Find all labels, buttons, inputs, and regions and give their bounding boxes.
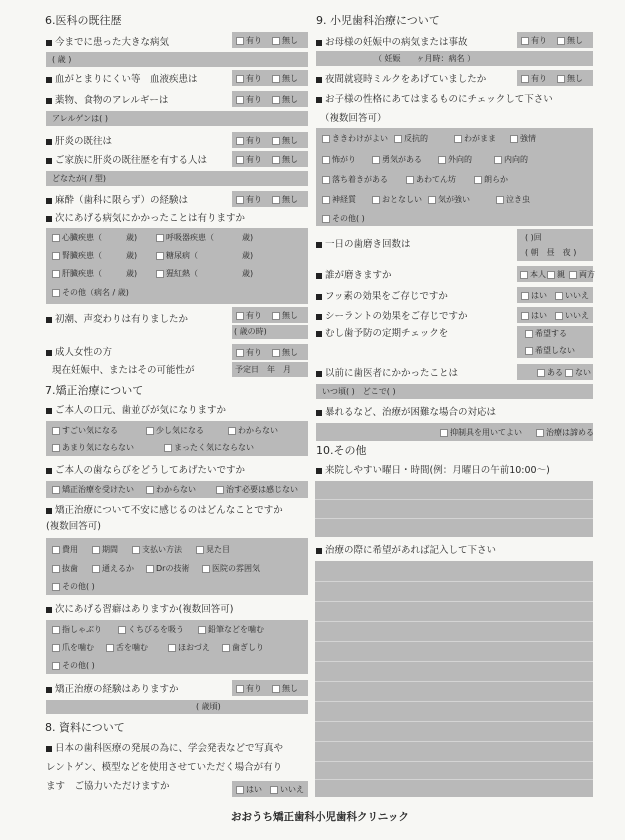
consent-line-2: レントゲン、模型などを使用させていただく場合が有り (46, 762, 283, 773)
q-fluoride: フッ素の効果をご存じですか (316, 291, 448, 303)
checkbox-respiratory[interactable]: 呼吸器疾患（ (156, 232, 214, 243)
checkbox-yes[interactable]: 有り (236, 73, 262, 84)
illness-age-note: ( 歳 ) (52, 55, 72, 64)
checkbox-strong-willed[interactable]: 気が強い (428, 194, 470, 205)
age-suffix: 歳) (242, 251, 254, 260)
checkbox-tongue-biting[interactable]: 舌を噛む (106, 642, 148, 653)
checkbox-no[interactable]: ない (565, 367, 591, 378)
brushing-count-field[interactable] (517, 229, 593, 261)
ortho-age-field[interactable] (46, 700, 308, 714)
q-allergy: 薬物、食物のアレルギーは (46, 95, 168, 107)
checkbox-yes[interactable]: はい (521, 290, 547, 301)
checkbox-hasty[interactable]: あわてん坊 (406, 174, 456, 185)
past-dentist-note: いつ頃( ) どこで( ) (322, 387, 396, 396)
clinic-footer: おおうち矯正歯科小児歯科クリニック (231, 811, 409, 823)
checkbox-thumb-sucking[interactable]: 指しゃぶり (52, 624, 102, 635)
checkbox-no[interactable]: 無し (272, 94, 298, 105)
checkbox-restraint-ok[interactable]: 抑制具を用いてよい (440, 427, 522, 438)
checkbox-no[interactable]: 無し (557, 73, 583, 84)
checkbox-anxiety-other[interactable]: その他( ) (52, 581, 95, 592)
yes-no-group (517, 32, 593, 48)
consent-options (232, 781, 308, 797)
checkbox-no[interactable]: 無し (272, 194, 298, 205)
section-6-title: 6.医科の既往歴 (45, 14, 122, 27)
habit-options (46, 620, 308, 674)
checkbox-no[interactable]: 無し (272, 73, 298, 84)
yes-no-group (232, 307, 308, 323)
q-past-dentist: 以前に歯医者にかかったことは (316, 368, 458, 380)
checkbox-lip-sucking[interactable]: くちびるを吸う (118, 624, 184, 635)
personality-options (316, 128, 593, 226)
checkbox-agree[interactable]: はい (236, 784, 262, 795)
checkbox-yes[interactable]: ある (537, 367, 563, 378)
pregnancy-line: 現在妊娠中、またはその可能性が (52, 365, 195, 376)
checkbox-liver[interactable]: 肝臓疾患（ (52, 268, 102, 279)
age-suffix: 歳) (126, 251, 138, 260)
checkbox-crybaby[interactable]: 泣き虫 (496, 194, 530, 205)
preferred-time-field[interactable] (315, 481, 593, 537)
checkbox-pencil-biting[interactable]: 鉛筆などを噛む (198, 624, 264, 635)
checkbox-quiet[interactable]: おとなしい (372, 194, 422, 205)
age-suffix: 歳) (126, 233, 138, 242)
checkbox-both[interactable]: 両方 (569, 269, 595, 280)
checkbox-want-checkup[interactable]: 希望する (525, 328, 567, 339)
yes-no-group (232, 151, 308, 167)
checkbox-stubborn[interactable]: 強情 (510, 133, 536, 144)
past-dentist-field[interactable] (316, 384, 593, 399)
age-suffix: 歳) (126, 269, 138, 278)
q-wish: ご本人の歯ならびをどうしてあげたいですか (46, 465, 245, 477)
checkbox-parent[interactable]: 親 (547, 269, 565, 280)
checkbox-no[interactable]: 無し (272, 154, 298, 165)
pregnancy-illness-field[interactable] (316, 51, 593, 66)
section-10-title: 10.その他 (316, 444, 367, 457)
q-anxiety: 矯正治療について不安に感じるのはどんなことですか (46, 505, 283, 517)
q-family-hepatitis: ご家族に肝炎の既往歴を有する人は (46, 155, 207, 167)
checkbox-yes[interactable]: 有り (236, 154, 262, 165)
checkbox-cheek-resting[interactable]: ほおづえ (168, 642, 210, 653)
checkbox-appearance[interactable]: 見た目 (196, 544, 230, 555)
q-night-milk: 夜間就寝時ミルクをあげていましたか (316, 74, 486, 86)
allergen-note: アレルゲンは( ) (52, 114, 108, 123)
q-major-illness: 今までに患った大きな病気 (46, 37, 169, 49)
yes-no-group (232, 132, 308, 148)
checkbox-fearful[interactable]: 怖がり (322, 154, 356, 165)
q-anxiety-sub: (複数回答可) (46, 521, 101, 532)
checkbox-yes[interactable]: 有り (236, 683, 262, 694)
checkbox-no[interactable]: 無し (557, 35, 583, 46)
q-preferred-time: 来院しやすい曜日・時間(例：月曜日の午前10:00～) (316, 465, 550, 477)
treatment-wishes-field[interactable] (315, 561, 593, 797)
yes-no-group (232, 32, 308, 48)
checkbox-calm[interactable]: 落ち着きがある (322, 174, 388, 185)
checkbox-dr-skill[interactable]: Drの技術 (146, 563, 189, 574)
checkbox-obedient[interactable]: ききわけがよい (322, 133, 388, 144)
checkbox-dont-know[interactable]: わからない (228, 425, 278, 436)
checkbox-no-need[interactable]: 治す必要は感じない (216, 484, 298, 495)
checkbox-yes[interactable]: 有り (236, 310, 262, 321)
checkbox-grinding[interactable]: 歯ぎしり (222, 642, 264, 653)
family-field[interactable] (46, 171, 308, 186)
checkbox-extrovert[interactable]: 外向的 (438, 154, 472, 165)
pregnancy-note: （ 妊娠 ヶ月時：病名 ） (374, 54, 476, 63)
checkbox-give-up[interactable]: 治療は諦める (536, 427, 594, 438)
yes-no-group (232, 191, 308, 207)
section-9-title: 9. 小児歯科治療について (316, 14, 440, 27)
checkbox-cheerful[interactable]: 朗らか (474, 174, 508, 185)
due-date-field[interactable] (232, 362, 308, 377)
checkbox-selfish[interactable]: わがまま (454, 133, 496, 144)
checkbox-not-much[interactable]: あまり気にならない (52, 442, 134, 453)
difficult-case-options (316, 423, 593, 441)
yes-no-group (232, 344, 308, 360)
q-concerned: ご本人の口元、歯並びが気になりますか (46, 405, 226, 417)
allergen-field[interactable] (46, 111, 308, 126)
checkbox-cost[interactable]: 費用 (52, 544, 78, 555)
ortho-age-note: ( 歳頃) (196, 702, 221, 711)
q-checkup: むし歯予防の定期チェックを (316, 328, 448, 340)
checkbox-self[interactable]: 本人 (520, 269, 546, 280)
q-blood-disease: 血がとまりにくい等 血液疾患は (46, 74, 198, 86)
checkbox-scarlet-fever[interactable]: 猩紅熱（ (156, 268, 198, 279)
section-7-title: 7.矯正治療について (45, 384, 144, 397)
wish-options (46, 481, 308, 498)
checkbox-diabetes[interactable]: 糖尿病（ (156, 250, 198, 261)
checkup-options (517, 326, 593, 358)
checkbox-payment[interactable]: 支払い方法 (132, 544, 182, 555)
checkbox-yes[interactable]: 有り (521, 35, 547, 46)
q-puberty: 初潮、声変わりは有りましたか (46, 314, 188, 326)
checkbox-yes[interactable]: 有り (236, 194, 262, 205)
anxiety-options (46, 538, 308, 595)
checkbox-no[interactable]: 無し (272, 683, 298, 694)
checkbox-personality-other[interactable]: その他( ) (322, 213, 365, 224)
checkbox-no[interactable]: 無し (272, 35, 298, 46)
checkbox-not-at-all[interactable]: まったく気にならない (164, 442, 254, 453)
section-8-title: 8. 資料について (45, 721, 125, 734)
age-suffix: 歳) (242, 269, 254, 278)
checkbox-no[interactable]: 無し (272, 310, 298, 321)
checkbox-extraction[interactable]: 抜歯 (52, 563, 78, 574)
checkbox-habit-other[interactable]: その他( ) (52, 660, 95, 671)
checkbox-little-concerned[interactable]: 少し気になる (146, 425, 204, 436)
checkbox-no[interactable]: いいえ (555, 290, 589, 301)
checkbox-atmosphere[interactable]: 医院の雰囲気 (202, 563, 260, 574)
due-date-label: 予定日 年 月 (235, 365, 291, 374)
checkbox-yes[interactable]: 有り (236, 94, 262, 105)
q-pregnancy-illness: お母様の妊娠中の病気または事故 (316, 37, 468, 49)
q-personality: お子様の性格にあてはまるものにチェックして下さい (316, 94, 553, 106)
checkbox-yes[interactable]: 有り (236, 135, 262, 146)
q-personality-sub: （複数回答可） (320, 113, 387, 124)
checkbox-yes[interactable]: 有り (236, 35, 262, 46)
checkbox-yes[interactable]: はい (521, 310, 547, 321)
q-difficult-case: 暴れるなど、治療が困難な場合の対応は (316, 407, 496, 419)
yes-no-group (517, 70, 593, 86)
checkbox-duration[interactable]: 期間 (92, 544, 118, 555)
checkbox-kidney[interactable]: 腎臓疾患（ (52, 250, 102, 261)
q-anesthesia: 麻酔（歯科に限らず）の経験は (46, 195, 188, 207)
checkbox-yes[interactable]: 有り (236, 347, 262, 358)
family-note: どなたが( / 型) (52, 174, 107, 183)
checkbox-no[interactable]: いいえ (555, 310, 589, 321)
checkbox-yes[interactable]: 有り (521, 73, 547, 84)
checkbox-heart[interactable]: 心臓疾患（ (52, 232, 102, 243)
puberty-age-field[interactable] (232, 325, 308, 339)
q-diseases: 次にあげる病気にかかったことは有りますか (46, 213, 245, 225)
q-who-brushes: 誰が磨きますか (316, 270, 392, 282)
checkbox-rebellious[interactable]: 反抗的 (394, 133, 428, 144)
checkbox-no[interactable]: 無し (272, 135, 298, 146)
yes-no-group (517, 364, 593, 380)
yes-no-group (232, 70, 308, 86)
brushing-count-label: ( )回 (525, 233, 542, 242)
age-suffix: 歳) (242, 233, 254, 242)
checkbox-disease-other[interactable]: その他（病名 / 歳) (52, 287, 129, 298)
yes-no-group (517, 307, 593, 323)
brushing-time-label: ( 朝 昼 夜 ) (525, 248, 577, 257)
q-treatment-wishes: 治療の際に希望があれば記入して下さい (316, 545, 496, 557)
checkbox-unsure[interactable]: わからない (146, 484, 196, 495)
disease-grid (46, 228, 308, 304)
checkbox-introvert[interactable]: 内向的 (494, 154, 528, 165)
checkbox-brave[interactable]: 勇気がある (372, 154, 422, 165)
checkbox-very-concerned[interactable]: すごい気になる (52, 425, 118, 436)
q-hepatitis: 肝炎の既往は (46, 136, 112, 148)
yes-no-group (232, 680, 308, 696)
illness-field[interactable] (46, 52, 308, 67)
checkbox-no[interactable]: 無し (272, 347, 298, 358)
checkbox-want-treatment[interactable]: 矯正治療を受けたい (52, 484, 134, 495)
q-brushing-count: 一日の歯磨き回数は (316, 239, 411, 251)
checkbox-nervous[interactable]: 神経質 (322, 194, 356, 205)
yes-no-group (232, 91, 308, 107)
yes-no-group (517, 287, 593, 303)
checkbox-nail-biting[interactable]: 爪を噛む (52, 642, 94, 653)
checkbox-commute[interactable]: 通えるか (92, 563, 134, 574)
consent-line-1: 日本の歯科医療の発展の為に、学会発表などで写真や (46, 743, 283, 755)
checkbox-disagree[interactable]: いいえ (270, 784, 304, 795)
who-brushes-options (517, 266, 593, 282)
concern-options (46, 421, 308, 456)
puberty-age-note: ( 歳の時) (234, 327, 267, 336)
consent-line-3: ます ご協力いただけますか (46, 781, 170, 792)
q-habits: 次にあげる習癖はありますか(複数回答可) (46, 604, 233, 616)
q-ortho-experience: 矯正治療の経験はありますか (46, 684, 179, 696)
q-sealant: シーラントの効果をご存じですか (316, 311, 468, 323)
checkbox-no-checkup[interactable]: 希望しない (525, 345, 575, 356)
q-adult-female: 成人女性の方 (46, 347, 112, 359)
